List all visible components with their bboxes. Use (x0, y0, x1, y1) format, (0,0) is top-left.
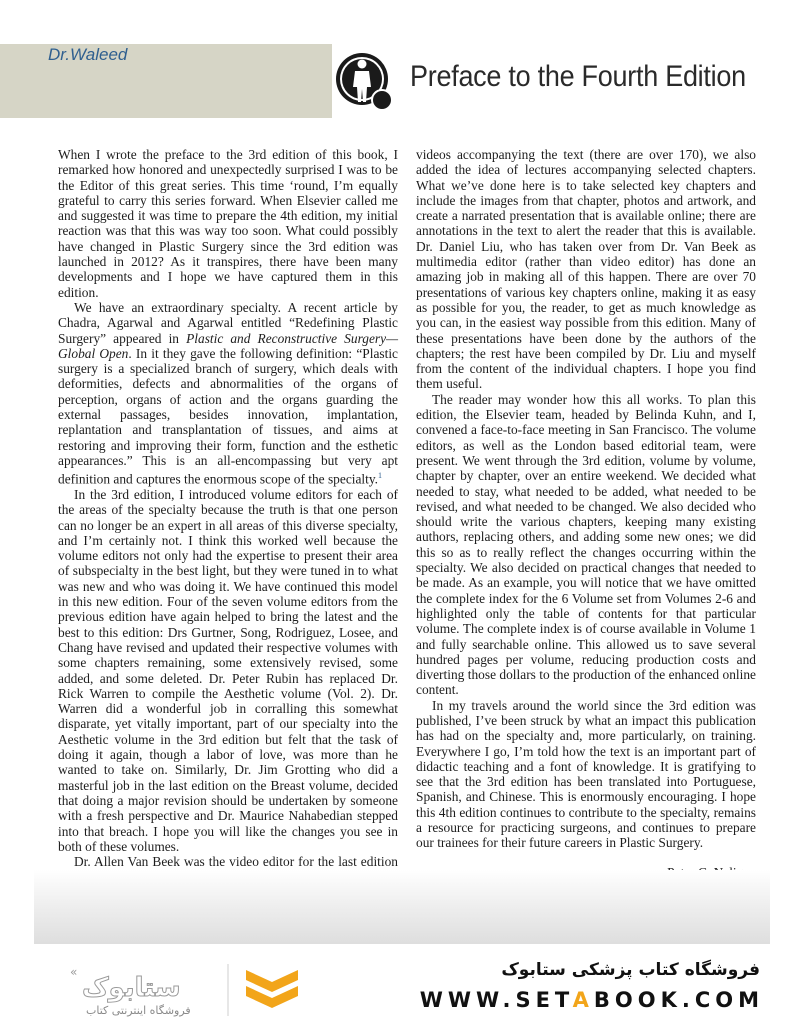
url-part: WWW.SET (419, 988, 573, 1012)
paragraph: In my travels around the world since the 3rd edition was published, I’ve been struck by what an impact this publication has had on the specialty and, more particularly, on training. Everywhere I go, I’m told how the text is an important part of didactic teaching and a font of knowledge. It is gratifying to see that the 3rd edition has been translated into Portuguese, Spanish, and Chinese. This is enormously encouraging. I hope this 4th edition continues to contribute to the specialty, remains a resource for practicing surgeons, and continues to prepare our trainees for their future careers in Plastic Surgery. (416, 697, 756, 851)
human-figure-emblem-icon (332, 44, 394, 118)
right-column (416, 147, 756, 911)
paragraph: The reader may wonder how this all works. To plan this edition, the Elsevier team, headed by Belinda Kuhn, and I, convened a face-to-face meeting in San Francisco. The volume editors, as well as the London based editorial team, were present. We went through the 3rd edition, volume by volume, chapter by chapter, over an entire weekend. We decided what needed to stay, what needed to be added, what needed to be revised, and what needed to be changed. We also decided who should write the various chapters, keeping many existing authors, replacing others, and adding some new ones; we did this so as to really reflect the changes occurring within the specialty. We also decided on practical changes that needed to be made. As an example, you will notice that we have omitted the complete index for the 6 Volume set from Volumes 2-6 and highlighted only the table of contents for that particular volume. The complete index is of course available in Volume 1 and fully searchable online. This allowed us to save several hundred pages per volume, reducing production costs and diverting those dollars to the production of the enhanced online content. (416, 391, 756, 698)
url-part: BOOK.COM (593, 988, 764, 1012)
svg-text:ستابوک: ستابوک (82, 973, 181, 1003)
left-column (58, 147, 398, 915)
paragraph (58, 300, 398, 487)
footer-website-link[interactable] (412, 988, 764, 1012)
setabook-logo-icon (68, 958, 328, 1020)
paragraph-text: We have an extraordinary specialty. A recent article by Chadra, Agarwal and Agarwal entitled “Redefining Plastic Surgery” appeared in (58, 299, 398, 346)
paragraph: Dr. Allen Van Beek was the video editor for the last edition (74, 854, 398, 870)
page-shadow (34, 870, 770, 944)
svg-text:«: « (70, 965, 78, 979)
journal-title: Plastic and Reconstructive Surgery—Global Open (58, 330, 398, 361)
url-highlight: A (572, 988, 594, 1012)
paragraph-text: . In it they gave the following definition: “Plastic surgery is a specialized branch of surgery, which deals with deformities, defects and abnormalities of the organs of perception, organs of action and the organs guarding the external passages, besides innovation, implantation, replantation and transplantation of tissues, and aims at restoring and improving their form, function and the esthetic appearances.” This is an all-encompassing but very apt definition and captures the enormous scope of the specialty. (58, 345, 398, 487)
paragraph: videos accompanying the text (there are over 170), we also added the idea of lectures accompanying selected chapters. What we’ve done here is to take selected key chapters and include the images from that chapter, photos and artwork, and create a narrated presentation that is available online; there are annotations in the text to alert the reader that this is available. Dr. Daniel Liu, who has taken over from Dr. Van Beek as multimedia editor (rather than video editor) has done an amazing job in making all of this happen. There are over 70 presentations of various key chapters online, making it as easy as possible for you, the reader, to get as much knowledge as you can, in the easiest way possible from this edition. Many of these presentations have been done by the authors of the chapters; the rest have been compiled by Dr. Liu and myself from the content of the individual chapters. I hope you find them useful. (416, 147, 756, 392)
watermark-label: Dr.Waleed (48, 45, 128, 64)
footer-store-name: فروشگاه کتاب پزشکی ستابوک (501, 960, 760, 980)
page-title: Preface to the Fourth Edition (410, 60, 746, 93)
paragraph: In the 3rd edition, I introduced volume editors for each of the areas of the specialty because the truth is that one person can no longer be an expert in all areas of this diverse specialty, and I’m certainly not. I think this worked well because the volume editors not only had the expertise to present their area of subspecialty in the best light, but they were tuned in to what was new and who was doing it. We have continued this model in this new edition. Four of the seven volume editors from the previous edition have again helped to bring the latest and the best to this edition: Drs Gurtner, Song, Rodriguez, Losee, and Chang have revised and updated their respective volumes with some chapters remaining, some extensively revised, some added, and some deleted. Dr. Peter Rubin has replaced Dr. Rick Warren to compile the Aesthetic volume (Vol. 2). Dr. Warren did a wonderful job in corralling this somewhat disparate, yet vitally important, part of our specialty into the Aesthetic volume in the 3rd edition but felt that the task of doing it again, though a labor of love, was more than he wanted to take on. Similarly, Dr. Jim Grotting who did a masterful job in the last edition on the Breast volume, decided that doing a major revision should be undertaken by someone with a fresh perspective and Dr. Maurice Nahabedian stepped into that breach. I hope you will like the changes you see in both of these volumes. (58, 487, 398, 854)
footnote-reference[interactable]: 1 (378, 471, 383, 481)
logo-tagline: فروشگاه اینترنتی کتاب (86, 1004, 191, 1017)
paragraph: When I wrote the preface to the 3rd edition of this book, I remarked how honored and unexpectedly surprised I was to be the Editor of this great series. This time ‘round, I’m equally grateful to carry this series forward. When Elsevier called me and suggested it was time to prepare the 4th edition, my initial reaction was that this was way too soon. What could possibly have changed in Plastic Surgery since the 3rd edition was launched in 2012? As it transpires, there have been many developments and I hope we have captured them in this edition. (58, 147, 398, 300)
